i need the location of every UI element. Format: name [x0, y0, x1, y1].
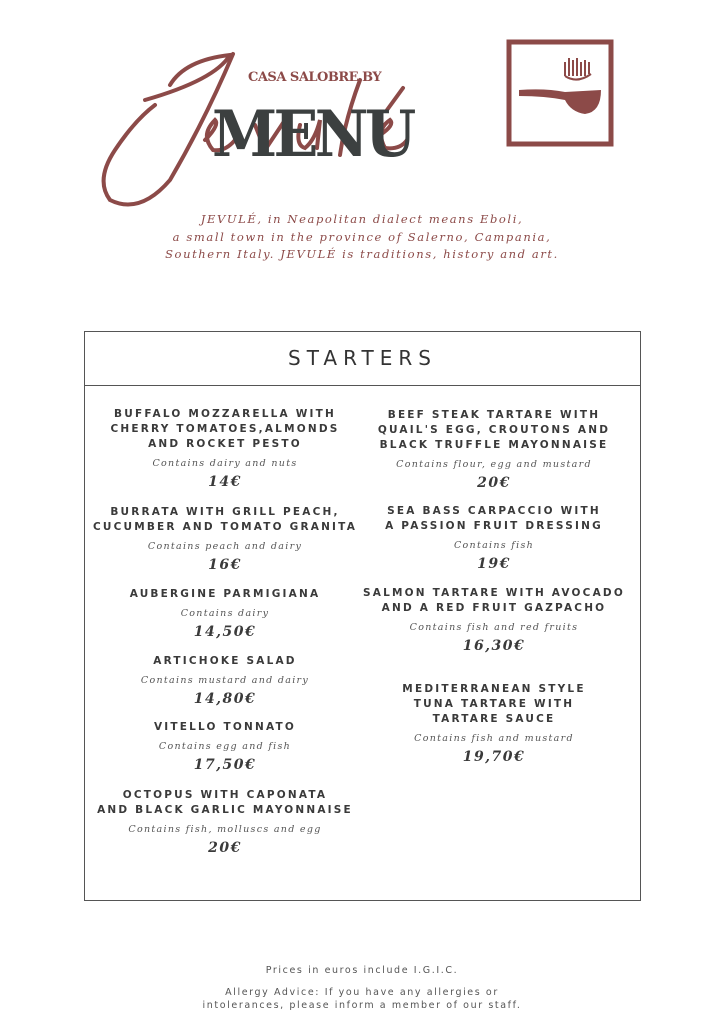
- item-price: 20€: [477, 475, 511, 491]
- item-name-line: QUAIL'S EGG, CROUTONS AND: [377, 424, 611, 436]
- menu-item: [80, 654, 370, 708]
- item-name: [80, 788, 370, 818]
- item-name-line: MEDITERRANEAN STYLE: [402, 683, 586, 695]
- item-name-line: ARTICHOKE SALAD: [153, 655, 297, 667]
- item-name-line: BEEF STEAK TARTARE WITH: [387, 409, 601, 421]
- item-name-line: A PASSION FRUIT DRESSING: [385, 520, 603, 532]
- allergy-advice-line: intolerances, please inform a member of our staff.: [202, 1000, 522, 1011]
- footer: [100, 964, 624, 1012]
- item-price: 16,30€: [462, 638, 526, 654]
- item-price: 17,50€: [193, 757, 257, 773]
- brand-name: CASA SALOBRE BY: [248, 70, 382, 85]
- item-name-line: AND A RED FRUIT GAZPACHO: [381, 602, 607, 614]
- item-allergens: Contains mustard and dairy: [140, 675, 310, 686]
- menu-item: [80, 720, 370, 774]
- item-allergens: Contains fish and red fruits: [409, 622, 579, 633]
- item-allergens: Contains fish and mustard: [414, 733, 574, 744]
- item-allergens: Contains egg and fish: [158, 741, 292, 752]
- section-header: [85, 332, 640, 386]
- prices-note: Prices in euros include I.G.I.C.: [265, 965, 459, 976]
- menu-item: [80, 788, 370, 857]
- allergy-advice-line: Allergy Advice: If you have any allergies or: [225, 987, 499, 998]
- item-allergens: Contains dairy and nuts: [152, 458, 298, 469]
- item-name-line: AND BLACK GARLIC MAYONNAISE: [97, 804, 353, 816]
- item-name: [349, 504, 639, 534]
- item-name-line: AUBERGINE PARMIGIANA: [129, 588, 321, 600]
- intro-line: JEVULÉ, in Neapolitan dialect means Eboli,: [200, 212, 524, 226]
- menu-item: [349, 408, 639, 492]
- item-allergens: Contains peach and dairy: [147, 541, 303, 552]
- item-price: 14€: [208, 474, 242, 490]
- item-price: 16€: [208, 557, 242, 573]
- item-name-line: TARTARE SAUCE: [432, 713, 556, 725]
- item-price: 19,70€: [462, 749, 526, 765]
- item-name-line: CHERRY TOMATOES,ALMONDS: [110, 423, 340, 435]
- intro-text: [100, 211, 624, 264]
- item-allergens: Contains fish: [453, 540, 535, 551]
- item-price: 14,80€: [193, 691, 257, 707]
- item-allergens: Contains dairy: [180, 608, 270, 619]
- item-name: [80, 505, 370, 535]
- intro-line: a small town in the province of Salerno, Campania,: [172, 229, 552, 244]
- item-name-line: CUCUMBER AND TOMATO GRANITA: [92, 521, 358, 533]
- item-name: [349, 586, 639, 616]
- menu-item: [349, 586, 639, 655]
- item-name-line: SEA BASS CARPACCIO WITH: [387, 505, 601, 517]
- menu-item: [349, 682, 639, 766]
- item-name-line: OCTOPUS WITH CAPONATA: [122, 789, 328, 801]
- item-name-line: SALMON TARTARE WITH AVOCADO: [363, 587, 625, 599]
- menu-item: [349, 504, 639, 573]
- item-name-line: AND ROCKET PESTO: [148, 438, 302, 450]
- menu-item: [80, 407, 370, 491]
- item-allergens: Contains fish, molluscs and egg: [128, 824, 322, 835]
- item-allergens: Contains flour, egg and mustard: [396, 459, 592, 470]
- menu-item: [80, 505, 370, 574]
- intro-line: Southern Italy. JEVULÉ is traditions, history and art.: [165, 247, 559, 261]
- item-name: [349, 408, 639, 453]
- item-name: [80, 407, 370, 452]
- item-price: 20€: [208, 840, 242, 856]
- item-name-line: BUFFALO MOZZARELLA WITH: [114, 408, 336, 420]
- item-name: [80, 587, 370, 602]
- item-name-line: BURRATA WITH GRILL PEACH,: [110, 506, 340, 518]
- item-name: [80, 720, 370, 735]
- item-name-line: VITELLO TONNATO: [153, 721, 297, 733]
- section-title: STARTERS: [288, 346, 437, 370]
- item-name-line: TUNA TARTARE WITH: [413, 698, 575, 710]
- item-price: 14,50€: [193, 624, 257, 640]
- menu-item: [80, 587, 370, 641]
- item-name: [349, 682, 639, 727]
- item-price: 19€: [477, 556, 511, 572]
- menu-title: MENU: [212, 97, 413, 172]
- item-name: [80, 654, 370, 669]
- restaurant-logo-icon: [505, 38, 615, 148]
- item-name-line: BLACK TRUFFLE MAYONNAISE: [379, 439, 609, 451]
